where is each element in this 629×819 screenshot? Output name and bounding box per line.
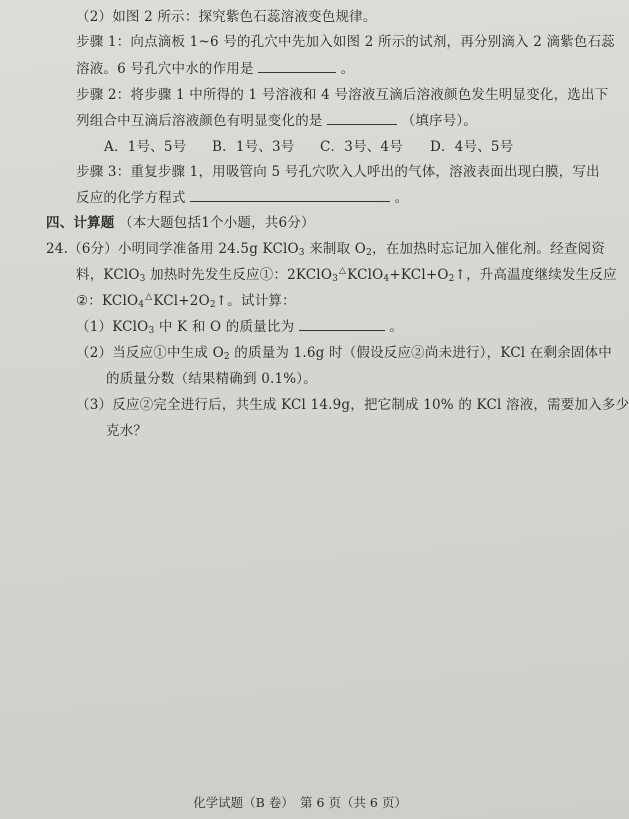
step2-end: （填序号）。: [401, 113, 478, 129]
q24-sub2-line1: （2）当反应①中生成 $O_2$ 的质量为 1.6g 时（假设反应②尚未进行），KCl 在剩余固体中: [76, 345, 612, 362]
section4-heading-line: [46, 214, 315, 232]
step3-text: 反应的化学方程式: [76, 190, 186, 206]
q24-line2: 料，KClO$_3$ 加热时先发生反应①：$2KClO_3^\triangle KClO_4+KCl+O_2↑$，升高温度继续发生反应: [76, 266, 617, 284]
step3-line1: 步骤 3：重复步骤 1，用吸管向 5 号孔穴吹入人呼出的气体，溶液表面出现白膜，写出: [76, 164, 600, 180]
answer-blank: [299, 318, 385, 331]
step2-text: 列组合中互滴后溶液颜色有明显变化的是: [76, 113, 323, 129]
part2-intro: （2）如图 2 所示：探究紫色石蕊溶液变色规律。: [76, 9, 377, 25]
step2-line1: 步骤 2：将步骤 1 中所得的 1 号溶液和 4 号溶液互滴后溶液颜色发生明显变化，选出下: [76, 87, 609, 103]
q24-sub2-line2: 的质量分数（结果精确到 0.1%）。: [106, 371, 317, 387]
section4-note: （本大题包括1个小题，共6分）: [119, 215, 315, 231]
page-footer: 化学试题（B 卷） 第 6 页（共 6 页）: [193, 795, 407, 810]
step1-line2: [76, 60, 354, 78]
q24-line3: ②：$KClO_4^\triangle KCl+2O_2↑$。试计算：: [76, 292, 296, 310]
answer-blank: [190, 189, 390, 202]
q24-sub3-line1: （3）反应②完全进行后，共生成 KCl 14.9g，把它制成 10% 的 KCl 溶液，需要加入多少: [76, 397, 629, 413]
heat-sign-icon: △: [339, 266, 347, 276]
answer-blank: [258, 60, 336, 73]
option-b: B．1号、3号: [212, 139, 295, 155]
heat-sign-icon: △: [145, 292, 153, 302]
q24-line1: 24.（6分）小明同学准备用 24.5g KClO$_3$ 来制取 $O_2$，在加热时忘记加入催化剂。经查阅资: [46, 241, 605, 258]
step3-end: 。: [394, 190, 409, 206]
step1-end: 。: [340, 61, 355, 77]
step2-line2: [76, 112, 477, 130]
step3-line2: [76, 189, 408, 207]
option-a: A．1号、5号: [104, 139, 187, 155]
option-d: D．4号、5号: [430, 139, 514, 155]
option-c: C．3号、4号: [320, 139, 403, 155]
q24-sub3-line2: 克水？: [106, 423, 148, 439]
q24-sub1: （1）KClO$_3$ 中 K 和 O 的质量比为 。: [76, 319, 403, 336]
answer-blank: [327, 112, 397, 125]
section4-heading: 四、计算题: [46, 215, 115, 231]
step1-text: 溶液。6 号孔穴中水的作用是: [76, 61, 254, 77]
step1-line1: 步骤 1：向点滴板 1~6 号的孔穴中先加入如图 2 所示的试剂，再分别滴入 2 滴紫色石蕊: [76, 34, 615, 50]
